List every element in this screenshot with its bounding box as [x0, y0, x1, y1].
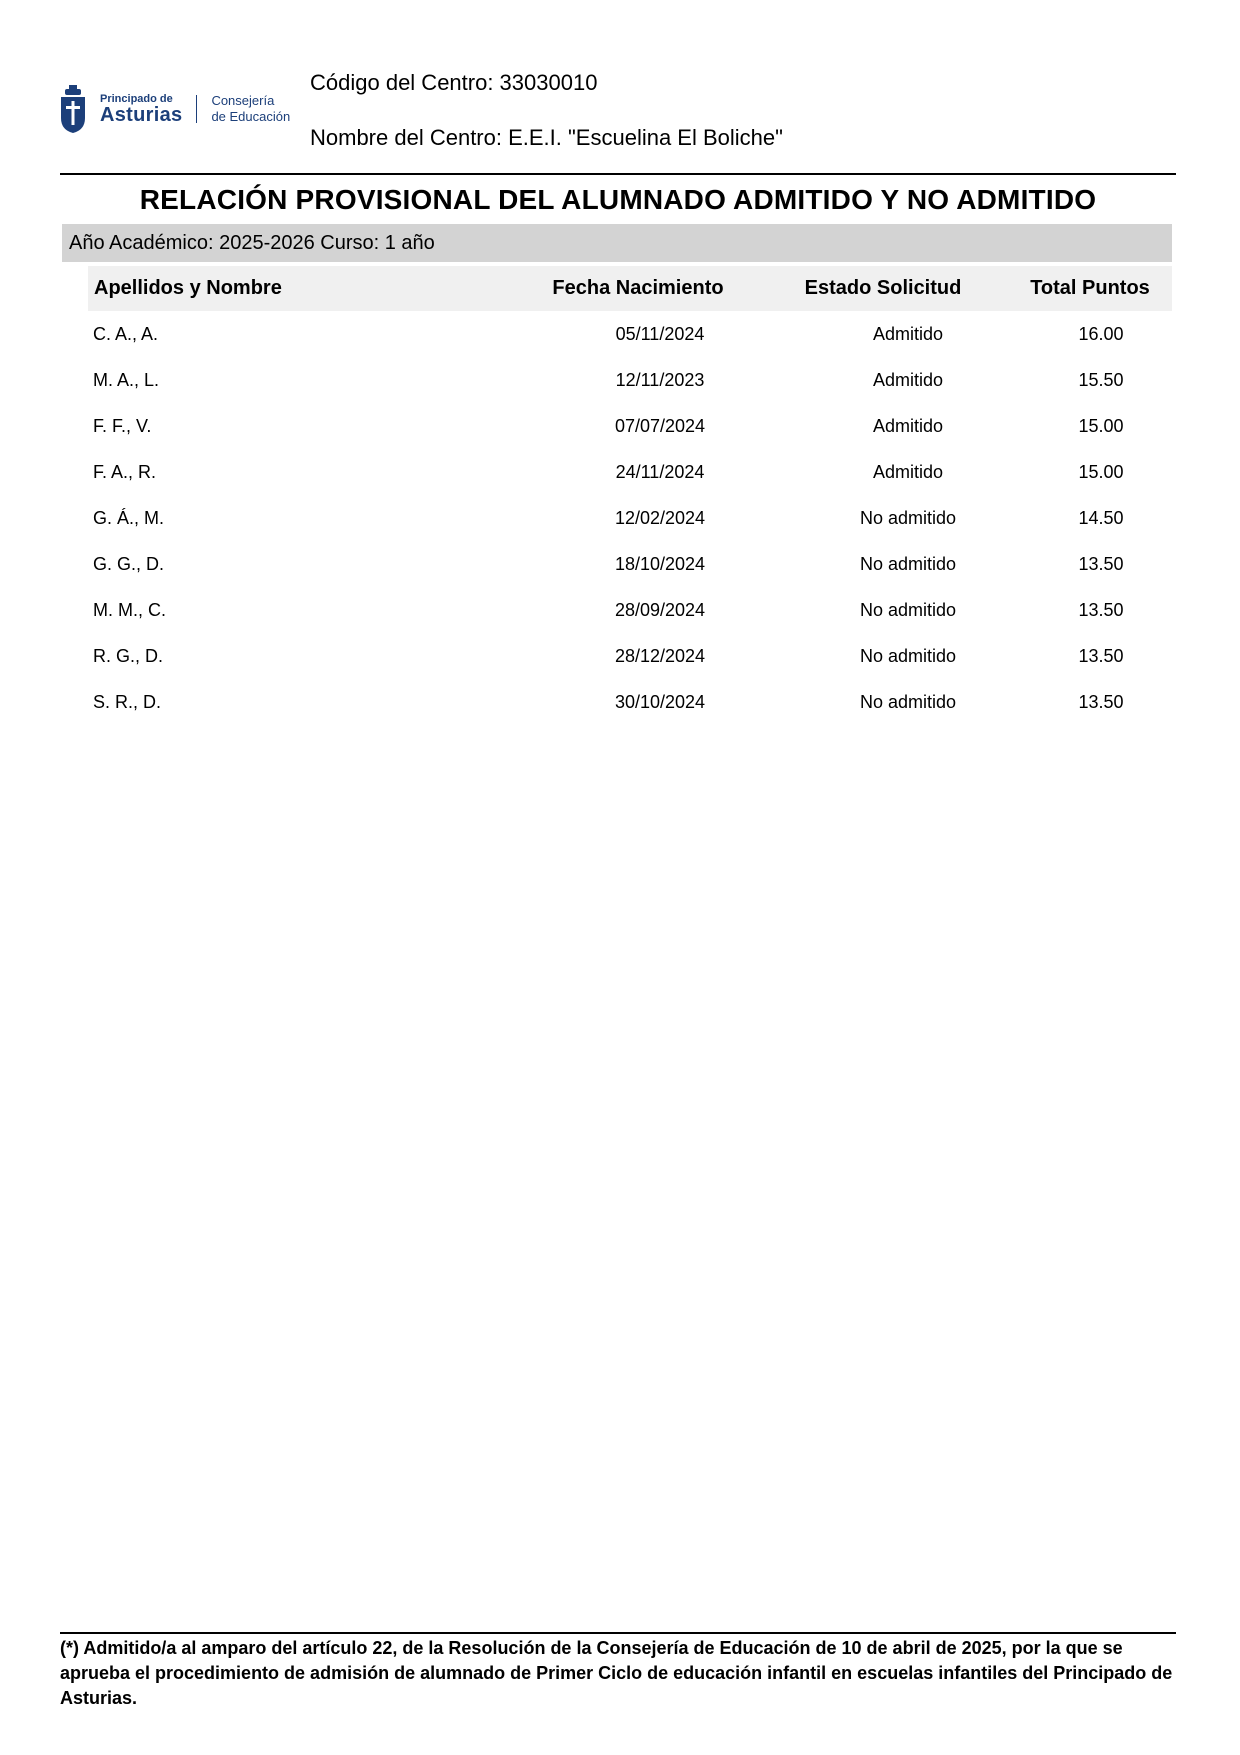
cell-birth: 12/02/2024 [614, 507, 706, 528]
center-code: Código del Centro: 33030010 [310, 70, 598, 95]
cell-points: 13.50 [1078, 599, 1124, 620]
table-row [88, 449, 1172, 495]
header-divider [60, 173, 1176, 175]
table-row [88, 357, 1172, 403]
cell-status: Admitido [872, 461, 944, 482]
cell-name: M. M., C. [93, 599, 166, 620]
cell-name: S. R., D. [93, 691, 162, 712]
cell-points: 14.50 [1078, 507, 1124, 528]
cell-name: G. Á., M. [93, 507, 165, 528]
cell-name: G. G., D. [93, 553, 165, 574]
table-row [88, 587, 1172, 633]
cell-name: C. A., A. [93, 323, 159, 344]
cell-name: R. G., D. [93, 645, 164, 666]
cell-status: No admitido [859, 691, 957, 712]
column-header-points: Total Puntos [1030, 277, 1150, 299]
cell-points: 15.00 [1078, 461, 1124, 482]
table-row [88, 541, 1172, 587]
cell-status: Admitido [872, 369, 944, 390]
cell-birth: 12/11/2023 [615, 369, 705, 390]
asturias-crest-icon [60, 84, 86, 134]
cell-points: 15.50 [1078, 369, 1124, 390]
column-header-birth: Fecha Nacimiento [552, 277, 724, 299]
table-row [88, 633, 1172, 679]
cell-status: No admitido [859, 599, 957, 620]
document-title: RELACIÓN PROVISIONAL DEL ALUMNADO ADMITIDO Y NO ADMITIDO [139, 184, 1097, 215]
cell-status: No admitido [859, 507, 957, 528]
logo-dept-line-2: de Educación [211, 109, 291, 124]
cell-points: 15.00 [1078, 415, 1124, 436]
cell-name: F. F., V. [93, 415, 152, 436]
cell-status: No admitido [859, 553, 957, 574]
admission-table [88, 266, 1172, 725]
logo-line-2: Asturias [100, 103, 183, 126]
column-header-status: Estado Solicitud [804, 277, 962, 299]
footer-divider [60, 1632, 1176, 1634]
cell-points: 13.50 [1078, 553, 1124, 574]
principado-asturias-logo [60, 84, 300, 134]
table-row [88, 403, 1172, 449]
cell-status: Admitido [872, 415, 944, 436]
cell-status: Admitido [872, 323, 944, 344]
cell-name: F. A., R. [93, 461, 157, 482]
cell-birth: 30/10/2024 [614, 691, 706, 712]
cell-birth: 28/09/2024 [614, 599, 706, 620]
cell-points: 16.00 [1078, 323, 1124, 344]
table-header [88, 266, 1172, 311]
cell-birth: 07/07/2024 [614, 415, 706, 436]
cell-status: No admitido [859, 645, 957, 666]
table-row [88, 311, 1172, 357]
cell-birth: 05/11/2024 [615, 323, 705, 344]
cell-name: M. A., L. [93, 369, 160, 390]
logo-dept-line-1: Consejería [211, 92, 275, 108]
academic-year-bar [62, 224, 1172, 262]
academic-year-label: Año Académico: 2025-2026 Curso: 1 año [69, 231, 435, 254]
cell-points: 13.50 [1078, 645, 1124, 666]
logo-line-1: Principado de [100, 92, 173, 105]
center-name: Nombre del Centro: E.E.I. "Escuelina El Boliche" [310, 125, 783, 150]
table-row [88, 495, 1172, 541]
column-header-name: Apellidos y Nombre [94, 277, 282, 299]
cell-points: 13.50 [1078, 691, 1124, 712]
cell-birth: 24/11/2024 [615, 461, 705, 482]
cell-birth: 18/10/2024 [614, 553, 706, 574]
cell-birth: 28/12/2024 [614, 645, 706, 666]
table-row [88, 679, 1172, 725]
legal-footnote: (*) Admitido/a al amparo del artículo 22, de la Resolución de la Consejería de Educación de 10 de abril de 2025, por la que se aprueba el procedimiento de admisión de alumnado de Primer Ciclo de educación infantil en escuelas infantiles del Principado de Asturias. [60, 1638, 1173, 1709]
logo-separator [196, 95, 197, 123]
